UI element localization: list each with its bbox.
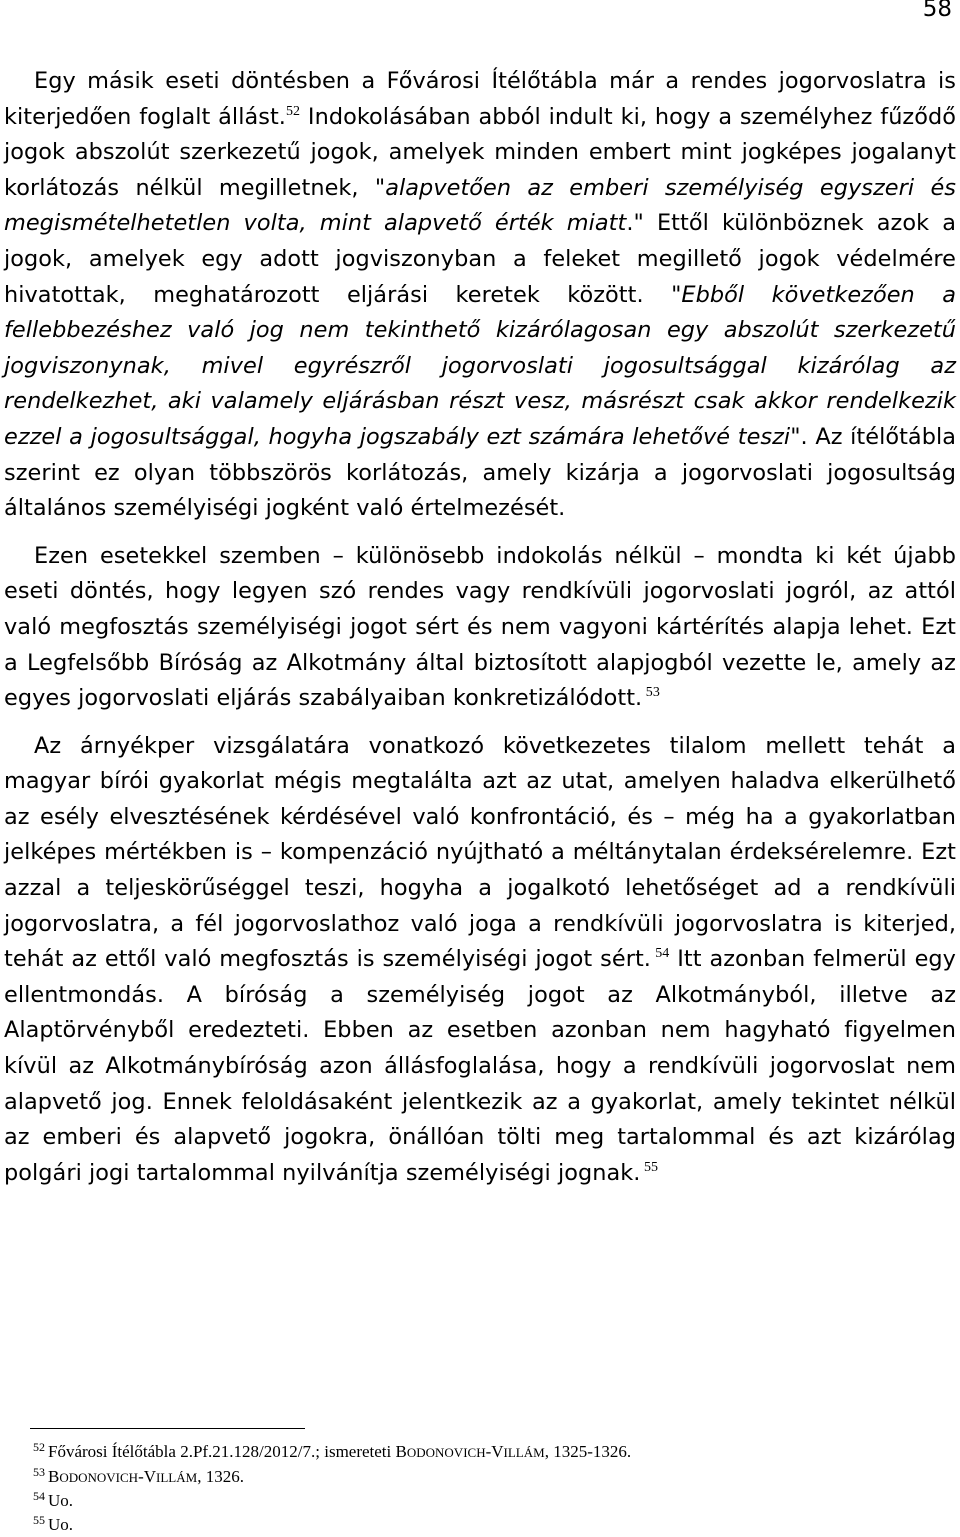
footnote-reference: 54 xyxy=(650,946,670,962)
footnote-reference: 55 xyxy=(640,1159,659,1175)
author-name: VILLÁM xyxy=(491,1442,545,1461)
footnote xyxy=(33,1440,631,1465)
body-paragraph xyxy=(4,539,956,717)
paragraph-text: Az árnyékper vizsgálatára vonatkozó következetes tilalom mellett tehát a magyar bírói gyakorlat mégis megtalálta azt az utat, amelyen haladva elkerülhető az esély elvesztésének kérdésével való konfrontáció, és – még ha a gyakorlatban jelképes mértékben is – kompenzáció nyújtható a méltánytalan érdeksérelemre. Ezt azzal a teljeskörűséggel teszi, hogyha a jogalkotó lehetőséget ad a rendkívüli jogorvoslatra, a fél jogorvoslathoz való joga a rendkívüli jogorvoslatra is kiterjed, tehát az ettől való megfosztás is személyiségi jogot sért. xyxy=(4,732,956,973)
author-name: BODONOVICH xyxy=(48,1466,139,1486)
paragraph-text: Indokolásában abból indult ki, hogy a személyhez fűződő jogok abszolút szerkezetű jogok, amelyek minden embert mint jogképes jogalanyt korlátozás nélkül megilletnek, " xyxy=(4,103,956,201)
body-paragraph xyxy=(4,64,956,527)
author-name: BODONOVICH xyxy=(395,1442,486,1461)
footnote-text: Uo. xyxy=(48,1514,74,1534)
footnote-text: Fővárosi Ítélőtábla 2.Pf.21.128/2012/7.; ismereteti xyxy=(48,1442,396,1461)
footnote-number: 52 xyxy=(33,1440,45,1454)
footnote-text: - xyxy=(138,1466,144,1486)
footnote-reference: 53 xyxy=(642,685,660,701)
author-name: VILLÁM xyxy=(143,1466,198,1486)
footnote-text: , 1326. xyxy=(197,1466,244,1486)
paragraph-text: Egy másik eseti döntésben a Fővárosi Ítélőtábla már a rendes jogorvoslatra is kiterjedően foglalt állást. xyxy=(4,68,956,130)
footnote-number: 55 xyxy=(33,1512,45,1527)
footnote-text: Uo. xyxy=(48,1491,74,1510)
paragraph-text: ." Ettől különböznek azok a jogok, amelyek egy adott jogviszonyban a feleket megillető jogok védelmére hivatottak, meghatározott eljárási keretek között. " xyxy=(4,210,956,308)
quoted-text: Ebből következően a fellebbezéshez való jog nem tekinthető kizárólagosan egy abszolút szerkezetű jogviszonynak, mivel egyrészről jogorvoslati jogosultsággal kizárólag az rendelkezhet, aki valamely eljárásban részt vesz, másrészt csak akkor rendelkezik ezzel a jogosultsággal, hogyha jogszabály ezt számára lehetővé teszi xyxy=(4,281,956,450)
footnotes-section xyxy=(33,1440,631,1536)
body-paragraph xyxy=(4,729,956,1192)
document-body xyxy=(4,64,956,1203)
footnote-text: , 1325-1326. xyxy=(544,1442,632,1461)
footnote-number: 53 xyxy=(33,1464,45,1479)
footnote xyxy=(33,1489,631,1513)
footnote-number: 54 xyxy=(33,1489,45,1503)
footnote-separator xyxy=(30,1428,305,1429)
footnote-reference: 52 xyxy=(285,103,301,119)
footnote xyxy=(33,1465,631,1490)
footnote-text: - xyxy=(485,1442,492,1461)
paragraph-text: Itt azonban felmerül egy ellentmondás. A bíróság a személyiség jogot az Alkotmányból, illetve az Alaptörvényből eredezteti. Ebben az esetben azonban nem hagyható figyelmen kívül az Alkotmánybíróság azon állásfoglalása, hogy a rendkívüli jogorvoslat nem alapvető jog. Ennek feloldásaként jelentkezik az a gyakorlat, amely tekintet nélkül az emberi és alapvető jogokra, önállóan tölti meg tartalommal és azt kizárólag polgári jogi tartalommal nyilvánítja személyiségi jognak. xyxy=(4,946,956,1186)
quoted-text: alapvetően az emberi személyiség egyszeri és megismételhetetlen volta, mint alapvető érték miatt xyxy=(4,174,956,237)
footnote xyxy=(33,1513,631,1537)
paragraph-text: ". Az ítélőtábla szerint ez olyan többszörös korlátozás, amely kizárja a jogorvoslati jogosultság általános személyiségi jogként való értelmezését. xyxy=(4,423,957,522)
paragraph-text: Ezen esetekkel szemben – különösebb indokolás nélkül – mondta ki két újabb eseti döntés, hogy legyen szó rendes vagy rendkívüli jogorvoslati jogról, az attól való megfosztás személyiségi jogot sért és nem vagyoni kártérítés alapja lehet. Ezt a Legfelsőbb Bíróság az Alkotmány által biztosított alapjogból vezette le, amely az egyes jogorvoslati eljárás szabályaiban konkretizálódott. xyxy=(4,542,956,712)
page-number: 58 xyxy=(922,0,952,22)
